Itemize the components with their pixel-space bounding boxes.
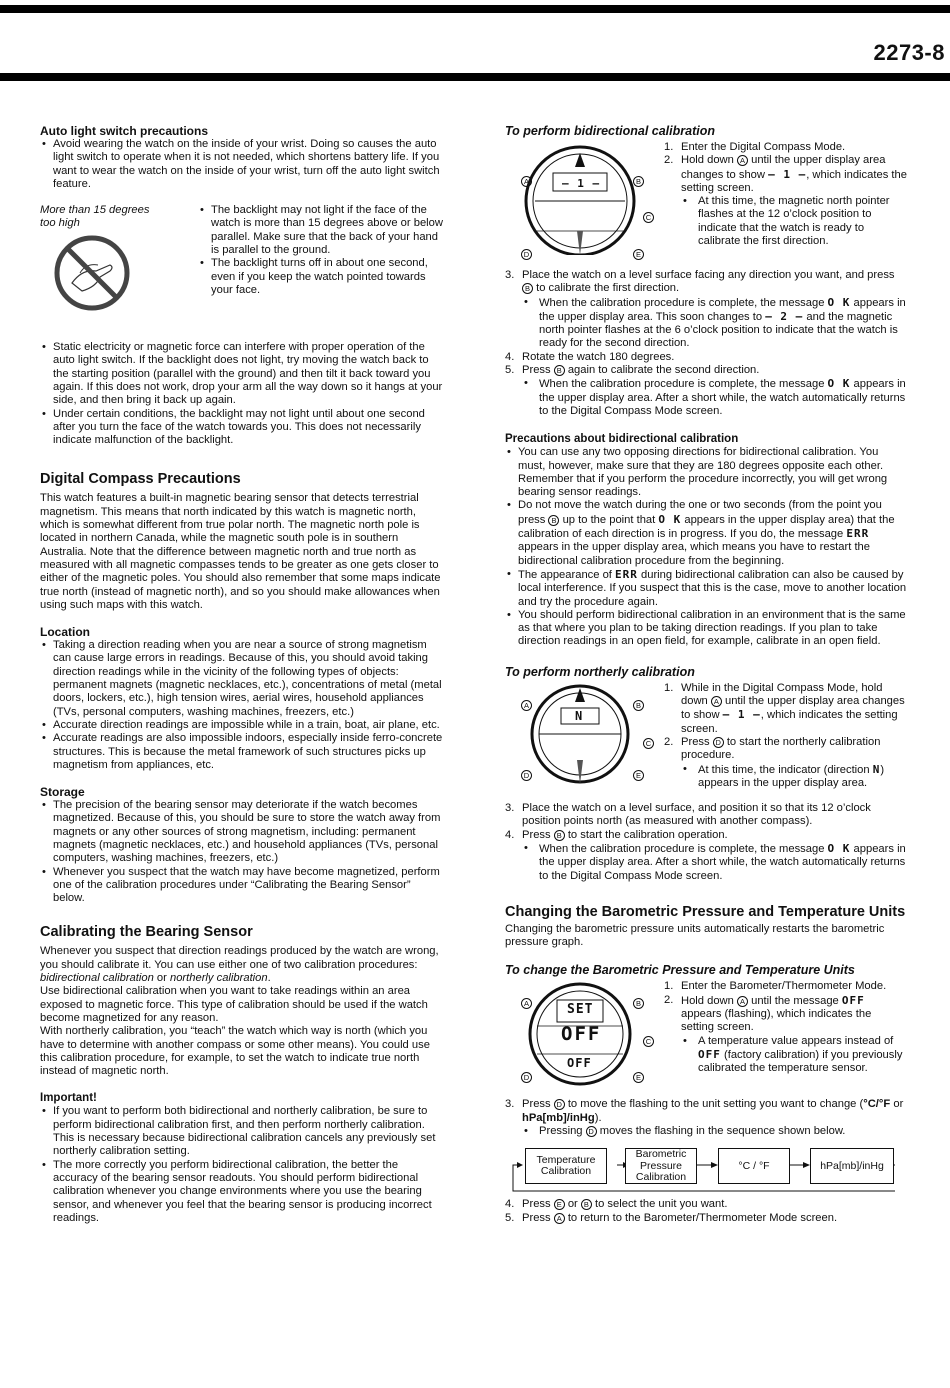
flow-box-pressure-calibration: Barometric Pressure Calibration (625, 1148, 697, 1184)
step-text: When the calibration procedure is complete, the message (539, 378, 828, 391)
calibrating-title: Calibrating the Bearing Sensor (40, 924, 253, 941)
location-bullet: • Taking a direction reading when you are near a source of strong magnetism can cause large errors in readings. Because of this, you should avoid taking direction readings while in the vicinity of the following types of objects: permanent magnets (magnetic necklaces, etc.), concentrations of metal (metal doors, lockers, etc.), high tension wires, aerial wires, household appliances (TVs, personal computers, washing machines, freezers, etc.) (40, 639, 444, 719)
storage-bullet: • The precision of the bearing sensor may deteriorate if the watch becomes magnetized. Because of this, you should be sure to store the watch away from magnets or any other sources of strong magnetism, including: permanent magnets (magnetic necklaces, etc.) and household appliances (TVs, personal computers, washing machines, freezers, etc.) (40, 799, 444, 865)
bidirectional-steps-a (664, 141, 907, 255)
step-text: Press (522, 828, 554, 841)
step: 3. Press D to move the flashing to the unit setting you want to change (°C/°F or hPa[mb]/inHg). • Pressing D moves the flashing in the sequence shown below. (505, 1098, 907, 1138)
step: 4. Press B to start the calibration operation. • When the calibration procedure is complete, the message O K appears in the upper display area. After a short while, the watch automatically returns to the Digital Compass Mode screen. (505, 829, 907, 883)
location-bullet: • Accurate readings are also impossible indoors, especially inside ferro-concrete structures. This is because the metal framework of such structures picks up magnetism from appliances, etc. (40, 732, 444, 772)
bidirectional-title: To perform bidirectional calibration (505, 124, 715, 138)
barometric-procedure-title: To change the Barometric Pressure and Temperature Units (505, 963, 855, 978)
button-a-ref: A (711, 696, 722, 707)
location-title: Location (40, 625, 90, 640)
unit-option: °C/°F (863, 1098, 891, 1111)
button-b-ref: B (522, 283, 533, 294)
step-text: Do not move the watch during the one or two seconds (from the point you press (518, 499, 882, 526)
step-text: Enter the Barometer/Thermometer Mode. (681, 980, 887, 993)
step-text: ) appears in the upper display area. (698, 763, 885, 789)
button-c-label: C (643, 1036, 654, 1047)
lcd-ref: OFF (841, 993, 865, 1007)
button-a-label: A (521, 998, 532, 1009)
barometric-steps-row (505, 978, 907, 1088)
step-text: appears in the upper display area. After a short while, the watch automatically returns to the Digital Compass Mode screen. (539, 378, 906, 417)
step-text: until the upper display area changes to show (681, 695, 905, 722)
step: 1. Enter the Barometer/Thermometer Mode. (664, 980, 887, 993)
button-e-label: E (633, 770, 644, 781)
precaution-bullet (505, 499, 907, 567)
storage-title: Storage (40, 785, 85, 800)
button-a-ref: A (737, 155, 748, 166)
calibrating-term: bidirectional calibration (40, 972, 154, 985)
tilt-notes (198, 204, 444, 317)
step-text: appears (flashing), which indicates the setting screen. (681, 1008, 872, 1034)
right-column (505, 124, 907, 1225)
auto-light-title: Auto light switch precautions (40, 124, 209, 138)
tilt-note: • The backlight turns off in about one second, even if you keep the watch pointed towards your face. (198, 257, 444, 297)
unit-sequence-flow (505, 1144, 895, 1196)
button-a-label: A (521, 700, 532, 711)
auto-light-list-2 (40, 341, 444, 447)
bidirectional-steps-b (505, 269, 907, 418)
button-c-label: C (643, 212, 654, 223)
location-bullet: • Accurate direction readings are impossible while in a train, boat, air plane, etc. (40, 719, 444, 732)
calibrating-text: Whenever you suspect that direction readings produced by the watch are wrong, you should calibrate it. You can use either one of two calibration procedures: (40, 945, 439, 971)
tilt-note: • The backlight may not light if the face of the watch is more than 15 degrees above or below parallel. Make sure that the back of your hand is parallel to the ground. (198, 204, 444, 257)
sub-bullet (522, 1125, 907, 1138)
step-text: When the calibration procedure is complete, the message (539, 842, 828, 855)
barometric-steps-c (505, 1198, 907, 1225)
lcd-off-small: OFF (567, 1056, 592, 1071)
step-text: to select the unit you want. (591, 1198, 728, 1211)
step-text: to return to the Barometer/Thermometer Mode screen. (564, 1211, 838, 1224)
barometric-steps-a (664, 980, 907, 1088)
northerly-title: To perform northerly calibration (505, 664, 695, 679)
button-b-ref: B (554, 830, 565, 841)
step-text: appears in the upper display area. After a short while, the watch automatically returns to the Digital Compass Mode screen. (539, 842, 906, 882)
lcd-ref: — 1 — (768, 167, 807, 181)
step-text: , which indicates the setting screen. (681, 709, 898, 735)
northerly-steps-a (664, 682, 907, 790)
auto-light-bullet: • Under certain conditions, the backlight may not light until about one second after you turn the face of the watch towards you. This does not necessarily indicate malfunction of the backlight. (40, 408, 444, 448)
northerly-steps-b (505, 802, 907, 883)
button-c-label: C (643, 738, 654, 749)
button-b-ref: B (581, 1199, 592, 1210)
button-b-label: B (633, 176, 644, 187)
northerly-steps-row (505, 680, 907, 790)
unit-option: hPa[mb]/inHg (522, 1111, 595, 1124)
calibrating-p2: Use bidirectional calibration when you want to take readings within an area exposed to magnetic force. This type of calibration should be used if the watch become magnetized for any reason. (40, 985, 428, 1024)
location-list (40, 639, 444, 772)
sub-bullet (522, 842, 907, 883)
step-text: Press (681, 735, 713, 748)
button-a-ref: A (737, 996, 748, 1007)
step-text: Hold down (681, 994, 737, 1007)
tilt-figure-row (40, 204, 444, 317)
step-text: during bidirectional calibration can also be caused by local interference. If you suspect that this is the case, move to another location and try the procedure again. (518, 568, 907, 608)
step-text: to calibrate the first direction. (533, 282, 680, 295)
step: 4. Rotate the watch 180 degrees. (505, 350, 675, 363)
step-text: again to calibrate the second direction. (564, 364, 760, 377)
precaution-bullet (505, 568, 907, 609)
sub-bullet (522, 296, 907, 351)
lcd-ref: — 2 — (765, 309, 804, 323)
step-text: Hold down (681, 154, 737, 167)
lcd-ref: O K (827, 295, 851, 309)
step-text: until the upper display area changes to show (681, 154, 886, 181)
flow-box-temperature-unit: °C / °F (718, 1148, 790, 1184)
button-d-ref: D (586, 1126, 597, 1137)
storage-list (40, 799, 444, 905)
button-d-ref: D (713, 737, 724, 748)
barometric-steps-b (505, 1098, 907, 1138)
button-d-label: D (521, 1072, 532, 1083)
step-text: appears in the upper display area, which means you have to restart the bidirectional calibration procedure from the beginning. (518, 541, 870, 567)
button-b-label: B (633, 998, 644, 1009)
step-text: or (890, 1098, 904, 1111)
compass-precautions-title: Digital Compass Precautions (40, 471, 241, 488)
button-a-ref: A (554, 1213, 565, 1224)
step-text: A temperature value appears instead of (698, 1034, 894, 1047)
step-text: Enter the Digital Compass Mode. (681, 141, 846, 153)
step: 5. Press B again to calibrate the second direction. • When the calibration procedure is complete, the message O K appears in the upper display area. After a short while, the watch automatically returns to the Digital Compass Mode screen. (505, 364, 907, 418)
step-text: The appearance of (518, 568, 616, 581)
step-text: to move the flashing to the unit setting you want to change ( (564, 1098, 864, 1111)
calibrating-term: northerly calibration (169, 972, 268, 985)
step: 2. Press D to start the northerly calibration procedure. • At this time, the indicator (direction N) appears in the upper display area. (664, 736, 907, 790)
step-text: until the message (747, 994, 842, 1007)
step-text: ). (594, 1111, 602, 1124)
storage-bullet: • Whenever you suspect that the watch may have become magnetized, perform one of the calibration procedures under “Calibrating the Bearing Sensor” below. (40, 866, 444, 906)
step-text: appears in the upper display area. This soon changes to (539, 296, 906, 323)
button-b-label: B (633, 700, 644, 711)
button-e-label: E (633, 249, 644, 260)
step-text: to start the northerly calibration procedure. (681, 735, 881, 762)
lcd-set-indicator: SET (567, 1002, 594, 1018)
step-text: , which indicates the setting screen. (681, 168, 907, 194)
flow-box-temperature-calibration: Temperature Calibration (525, 1148, 607, 1184)
step: 4. Press E or B to select the unit you want. (505, 1198, 728, 1211)
precautions-bidir-list (505, 446, 907, 648)
step-text: Place the watch on a level surface facing any direction you want, and press (522, 269, 895, 281)
step: 3. Place the watch on a level surface facing any direction you want, and press B to calibrate the first direction. • When the calibration procedure is complete, the message O K appears in the upper display area. This soon changes to — 2 — and the magnetic north pointer flashes at the 6 o’clock position to indicate that the watch is ready for the second direction. (505, 269, 907, 351)
important-bullet: • If you want to perform both bidirectional and northerly calibration, be sure to perform bidirectional calibration first, and then perform northerly calibration. This is necessary because bidirectional calibration cancels any previously set northerly calibration setting. (40, 1105, 444, 1158)
calibrating-p1 (40, 945, 444, 985)
step: 1. Enter the Digital Compass Mode. (664, 141, 846, 153)
sub-bullet: • At this time, the magnetic north pointer flashes at the 12 o’clock position to indicate that the watch is ready to calibrate the first direction. (681, 195, 907, 248)
precautions-bidir-title: Precautions about bidirectional calibration (505, 433, 739, 446)
lcd-ref: O K (827, 377, 851, 391)
calibrating-text: . (267, 972, 271, 985)
step: 3. Place the watch on a level surface, and position it so that its 12 o’clock position points north (as measured with another compass). (505, 802, 871, 828)
button-d-ref: D (554, 1099, 565, 1110)
tilt-figure (40, 204, 186, 317)
lcd-ref: ERR (615, 567, 638, 581)
auto-light-bullet: • Avoid wearing the watch on the inside of your wrist. Doing so causes the auto light switch to operate when it is not needed, which shortens battery life. If you want to wear the watch on the inside of your wrist, turn off the auto light switch feature. (40, 138, 444, 191)
step: 2. Hold down A until the upper display area changes to show — 1 —, which indicates the setting screen. • At this time, the magnetic north pointer flashes at the 12 o’clock position to indicate that the watch is ready to calibrate the first direction. (664, 154, 907, 248)
important-list (40, 1105, 444, 1225)
precaution-bullet: • You can use any two opposing directions for bidirectional calibration. You must, however, make sure that they are 180 degrees opposite each other. Remember that if you perform the procedure incorrectly, you will get wrong bearing sensor readings. (505, 446, 907, 499)
precaution-bullet: • You should perform bidirectional calibration in an environment that is the same as that where you plan to be taking direction readings. If you plan to take direction readings in an open field, for example, calibrate in an open field. (505, 609, 907, 649)
bidirectional-steps-row (505, 139, 907, 259)
barometric-units-title: Changing the Barometric Pressure and Temperature Units (505, 903, 906, 920)
left-column (40, 124, 444, 1225)
lcd-ref: — 1 — (722, 708, 761, 722)
watch-diagram-compass (505, 139, 655, 259)
watch-diagram-barometer (505, 978, 655, 1088)
lcd-setting-indicator: — 1 — (562, 177, 601, 190)
step-text: Press (522, 1098, 554, 1111)
step-text: (factory calibration) if you previously calibrated the temperature sensor. (698, 1048, 903, 1075)
step-text: Press (522, 1198, 554, 1211)
watch-face-icon (505, 680, 655, 784)
lcd-ref: ERR (846, 527, 870, 541)
step-text: and the magnetic north pointer flashes at the 6 o’clock position to indicate that the watch is ready for the second direction. (539, 310, 898, 350)
step-text: Rotate the watch 180 degrees. (522, 350, 675, 363)
barometric-units-intro: Changing the barometric pressure units automatically restarts the barometric pressure graph. (505, 922, 885, 949)
button-a-label: A (521, 176, 532, 187)
step-text: Pressing (539, 1125, 586, 1138)
sub-bullet (681, 763, 907, 791)
lcd-ref: O K (827, 841, 851, 855)
lcd-off-large: OFF (561, 1023, 602, 1046)
step: 2. Hold down A until the message OFF appears (flashing), which indicates the setting screen. • A temperature value appears instead of OFF (factory calibration) if you previously calibrated the temperature sensor. (664, 994, 907, 1076)
step-text: moves the flashing in the sequence shown below. (596, 1125, 846, 1138)
step-text: Press (522, 1211, 554, 1224)
flow-box-pressure-unit: hPa[mb]/inHg (810, 1148, 894, 1184)
step-text: or (564, 1198, 581, 1211)
step-text: When the calibration procedure is complete, the message (539, 296, 828, 309)
step-text: to start the calibration operation. (564, 828, 728, 841)
header-rule-top (0, 5, 950, 13)
important-title: Important! (40, 1092, 97, 1105)
button-b-ref: B (548, 515, 559, 526)
step-text: Press (522, 364, 554, 377)
lcd-ref: O K (658, 512, 682, 526)
sub-bullet (522, 377, 907, 418)
lcd-ref: N (872, 762, 881, 776)
document-number: 2273-8 (873, 40, 945, 65)
button-d-label: D (521, 249, 532, 260)
step: 1. While in the Digital Compass Mode, hold down A until the upper display area changes to show — 1 —, which indicates the setting screen. (664, 681, 905, 735)
watch-face-icon (505, 139, 655, 255)
lcd-ref: OFF (698, 1047, 721, 1061)
step-text: Place the watch on a level surface, and position it so that its 12 o’clock position points north (as measured with another compass). (522, 802, 871, 828)
step-text: While in the Digital Compass Mode, hold down (681, 681, 883, 708)
step-text: up to the point that (559, 513, 659, 526)
important-bullet: • The more correctly you perform bidirectional calibration, the better the accuracy of the bearing sensor readouts. You should perform bidirectional calibration whenever you change environments where you use the bearing sensor, and whenever you feel that the bearing sensor is producing incorrect readings. (40, 1159, 444, 1225)
auto-light-bullet: • Static electricity or magnetic force can interfere with proper operation of the auto light switch. If the backlight does not light, try moving the watch back to the starting position (parallel with the ground) and then tilt it back toward you again. If this does not work, drop your arm all the way down so it hangs at your side, and then bring it back up again. (40, 341, 444, 407)
header-rule-bottom (0, 73, 950, 81)
button-e-ref: E (554, 1199, 565, 1210)
auto-light-list (40, 138, 444, 191)
button-b-ref: B (554, 365, 565, 376)
sub-bullet (681, 1035, 907, 1076)
compass-intro: This watch features a built-in magnetic bearing sensor that detects terrestrial magnetism. This means that north indicated by this watch is magnetic north, which is somewhat different from true polar north. The magnetic north pole is located in northern Canada, while the magnetic south pole is in southern Australia. Note that the difference between magnetic north and true north as measured with all magnetic compasses tends to be greater as one gets closer to either of the magnetic poles. You should also remember that some maps indicate true north (instead of magnetic north), and so you should make allowances when using such maps with this watch. (40, 492, 441, 611)
no-tilt-icon (52, 233, 132, 313)
calibrating-p3: With northerly calibration, you “teach” the watch which way is north (which you have to determine with another compass or some other means). You could use this calibration procedure, for example, to set the watch to indicate true north instead of magnetic north. (40, 1025, 430, 1078)
step-text: At this time, the indicator (direction (698, 763, 873, 776)
lcd-north-indicator: N (575, 708, 584, 723)
watch-diagram-northerly (505, 680, 655, 784)
step: 5. Press A to return to the Barometer/Thermometer Mode screen. (505, 1211, 838, 1224)
step-text: appears in the upper display area) that the calibration of each direction is in progress. If you do, the message (518, 513, 895, 541)
tilt-figure-caption: More than 15 degrees too high (40, 204, 150, 230)
button-e-label: E (633, 1072, 644, 1083)
calibrating-text: or (153, 972, 170, 985)
button-d-label: D (521, 770, 532, 781)
